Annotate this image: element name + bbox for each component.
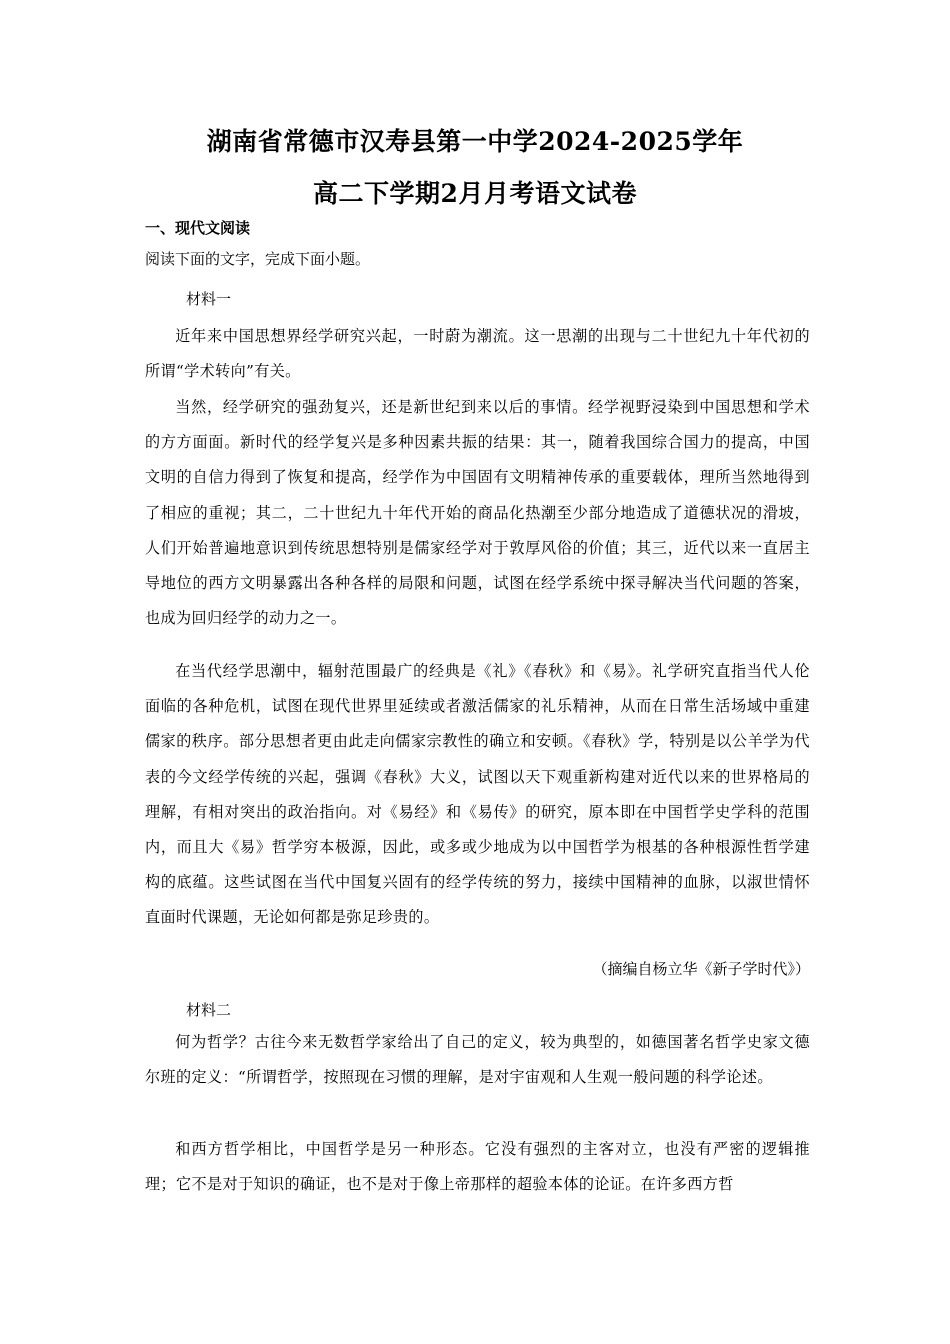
section-heading: 一、现代文阅读 <box>145 219 251 237</box>
material-one-paragraph: 当然，经学研究的强劲复兴，还是新世纪到来以后的事情。经学视野浸染到中国思想和学术的方方面面。新时代的经学复兴是多种因素共振的结果：其一，随着我国综合国力的提高，中国文明的自信力得到了恢复和提高，经学作为中国固有文明精神传承的重要载体，理所当然地得到了相应的重视；其二，二十世纪九十年代开始的商品化热潮至少部分地造成了道德状况的滑坡，人们开始普遍地意识到传统思想特别是儒家经学对于敦厚风俗的价值；其三，近代以来一直居主导地位的西方文明暴露出各种各样的局限和问题，试图在经学系统中探寻解决当代问题的答案，也成为回归经学的动力之一。 <box>145 398 810 628</box>
material-two-paragraph: 和西方哲学相比，中国哲学是另一种形态。它没有强烈的主客对立，也没有严密的逻辑推理；它不是对于知识的确证，也不是对于像上帝那样的超验本体的论证。在许多西方哲 <box>145 1140 810 1194</box>
material-two-label: 材料二 <box>186 1001 232 1019</box>
material-one-source: （摘编自杨立华《新子学时代》） <box>592 960 810 978</box>
reading-instruction: 阅读下面的文字，完成下面小题。 <box>145 250 371 268</box>
material-two-paragraph: 何为哲学？古往今来无数哲学家给出了自己的定义，较为典型的，如德国著名哲学史家文德尔班的定义：“所谓哲学，按照现在习惯的理解，是对宇宙观和人生观一般问题的科学论述。 <box>145 1033 810 1087</box>
exam-title-line2: 高二下学期2月月考语文试卷 <box>313 179 637 208</box>
material-one-label: 材料一 <box>186 290 232 308</box>
material-one-paragraph: 近年来中国思想界经学研究兴起，一时蔚为潮流。这一思潮的出现与二十世纪九十年代初的所谓“学术转向”有关。 <box>145 327 810 381</box>
exam-title-line1: 湖南省常德市汉寿县第一中学2024-2025学年 <box>206 127 744 156</box>
material-one-paragraph: 在当代经学思潮中，辐射范围最广的经典是《礼》《春秋》和《易》。礼学研究直指当代人伦面临的各种危机，试图在现代世界里延续或者激活儒家的礼乐精神，从而在日常生活场域中重建儒家的秩序。部分思想者更由此走向儒家宗教性的确立和安顿。《春秋》学，特别是以公羊学为代表的今文经学传统的兴起，强调《春秋》大义，试图以天下观重新构建对近代以来的世界格局的理解，有相对突出的政治指向。对《易经》和《易传》的研究，原本即在中国哲学史学科的范围内，而且大《易》哲学穷本极源，因此，或多或少地成为以中国哲学为根基的各种根源性哲学建构的底蕴。这些试图在当代中国复兴固有的经学传统的努力，接续中国精神的血脉，以淑世情怀直面时代课题，无论如何都是弥足珍贵的。 <box>145 662 810 927</box>
